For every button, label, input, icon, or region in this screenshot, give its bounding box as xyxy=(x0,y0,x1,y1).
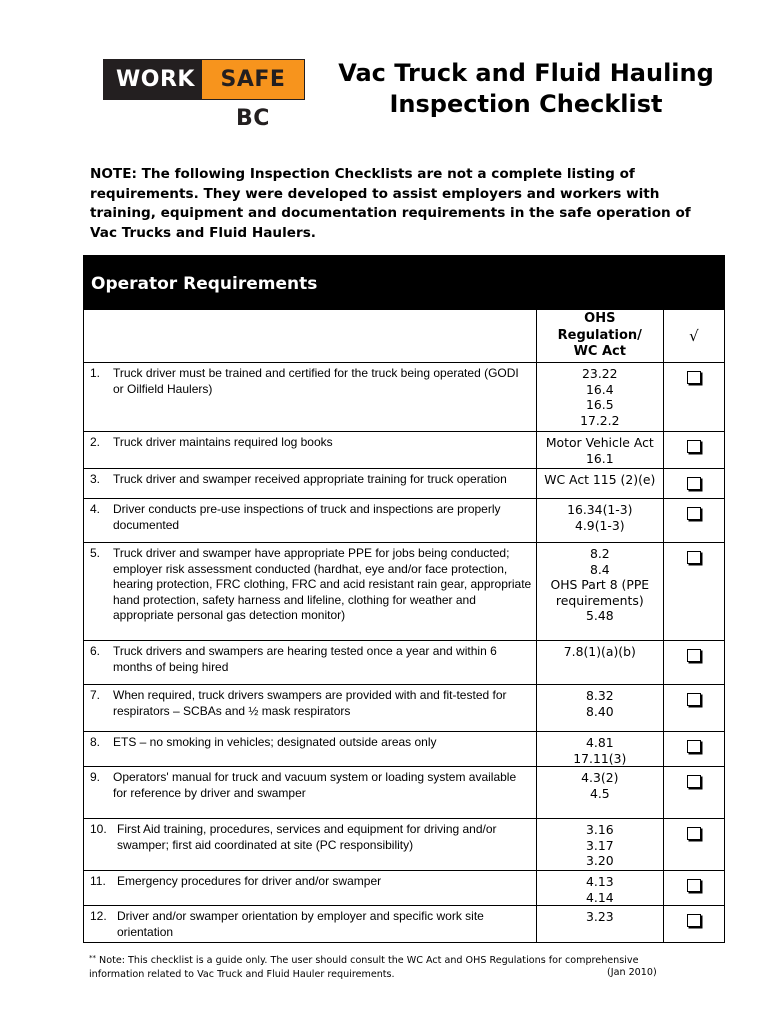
checkbox-icon[interactable] xyxy=(687,649,701,662)
regulation-ref: WC Act 115 (2)(e) xyxy=(544,472,656,487)
check-cell xyxy=(663,906,724,943)
checkbox-icon[interactable] xyxy=(687,879,701,892)
table-row xyxy=(84,469,725,499)
item-text: Truck driver maintains required log books xyxy=(113,435,333,449)
item-cell xyxy=(84,819,537,871)
checkbox-icon[interactable] xyxy=(687,440,701,453)
item-text: When required, truck drivers swampers are provided with and fit-tested for respirators – SCBAs and ½ mask respirators xyxy=(113,688,507,718)
header-check-cell: √ xyxy=(663,310,724,363)
table-row xyxy=(84,543,725,641)
check-cell xyxy=(663,432,724,469)
item-cell xyxy=(84,871,537,906)
table-row xyxy=(84,906,725,943)
regulation-cell xyxy=(536,432,663,469)
item-text: Operators' manual for truck and vacuum system or loading system available for reference by driver and swamper xyxy=(113,770,517,800)
check-cell xyxy=(663,685,724,732)
regulation-ref: 3.17 xyxy=(586,837,614,853)
footnote-line-2: information related to Vac Truck and Fluid Hauler requirements. xyxy=(89,968,395,980)
regulation-ref: 3.20 xyxy=(586,853,614,869)
regulation-ref: 16.1 xyxy=(586,450,614,466)
regulation-ref: 4.9(1-3) xyxy=(574,517,625,533)
item-text: First Aid training, procedures, services and equipment for driving and/or swamper; first aid coordinated at site (PC responsibility) xyxy=(117,822,497,852)
check-cell xyxy=(663,732,724,767)
item-number: 1. xyxy=(90,366,101,380)
regulation-ref: 17.11(3) xyxy=(573,750,627,766)
regulation-ref: Motor Vehicle Act xyxy=(545,435,654,450)
checkbox-icon[interactable] xyxy=(687,551,701,564)
regulation-cell xyxy=(536,906,663,943)
checklist-body xyxy=(84,363,725,943)
checkbox-icon[interactable] xyxy=(687,827,701,840)
item-number: 12. xyxy=(90,909,107,924)
item-number: 9. xyxy=(90,770,101,785)
item-text: Truck driver and swamper received appropriate training for truck operation xyxy=(113,472,507,486)
item-number: 3. xyxy=(90,472,101,486)
item-cell xyxy=(84,685,537,732)
regulation-ref: 23.22 xyxy=(582,366,618,381)
table-row xyxy=(84,871,725,906)
footnote-mark: ** xyxy=(89,954,96,962)
regulation-cell xyxy=(536,819,663,871)
table-row xyxy=(84,685,725,732)
table-row xyxy=(84,732,725,767)
item-cell xyxy=(84,432,537,469)
regulation-cell xyxy=(536,469,663,499)
header-item-cell xyxy=(84,310,537,363)
item-text: Truck driver must be trained and certified for the truck being operated (GODI or Oilfield Haulers) xyxy=(113,366,519,396)
footnote-line-1: Note: This checklist is a guide only. The user should consult the WC Act and OHS Regulations for comprehensive xyxy=(96,955,639,966)
regulation-ref: 16.4 xyxy=(586,381,614,397)
regulation-ref: 3.23 xyxy=(586,909,614,925)
regulation-cell xyxy=(536,641,663,685)
regulation-ref: 16.34(1-3) xyxy=(567,502,633,517)
regulation-cell xyxy=(536,767,663,819)
item-number: 4. xyxy=(90,502,101,516)
logo-safebc-text: SAFE BC xyxy=(202,60,304,99)
check-cell xyxy=(663,499,724,543)
regulation-cell xyxy=(536,499,663,543)
item-text: Driver conducts pre-use inspections of truck and inspections are properly documented xyxy=(113,502,501,532)
regulation-ref: 4.5 xyxy=(589,785,610,801)
section-header-operator-requirements: Operator Requirements xyxy=(83,255,725,309)
check-cell xyxy=(663,767,724,819)
regulation-ref: 16.5 xyxy=(586,397,614,413)
header-regulation-line: WC Act xyxy=(573,344,626,360)
table-row xyxy=(84,819,725,871)
item-number: 2. xyxy=(90,435,101,449)
item-text: Emergency procedures for driver and/or swamper xyxy=(117,874,382,889)
regulation-ref: 17.2.2 xyxy=(580,412,620,428)
checkbox-icon[interactable] xyxy=(687,371,701,384)
item-cell xyxy=(84,543,537,641)
title-line-2: Inspection Checklist xyxy=(389,90,663,118)
table-row xyxy=(84,432,725,469)
item-cell xyxy=(84,469,537,499)
header-regulation-line: OHS xyxy=(584,311,616,327)
item-cell xyxy=(84,906,537,943)
regulation-ref: 4.81 xyxy=(586,735,614,750)
check-cell xyxy=(663,543,724,641)
item-text: Truck driver and swamper have appropriate PPE for jobs being conducted; employer risk assessment conducted (hardhat, eye and/or face protection, hearing protection, FRC clothing, FRC and acid resistant rain gear, appropriate hand protection, safety harness and lifeline, clothing for weather and appropriate personal gas detection monitor) xyxy=(113,546,532,622)
regulation-ref: 8.2 xyxy=(589,546,610,561)
checkbox-icon[interactable] xyxy=(687,740,701,753)
regulation-ref: 8.40 xyxy=(586,703,614,719)
item-number: 11. xyxy=(90,874,106,889)
item-number: 8. xyxy=(90,735,101,749)
regulation-cell xyxy=(536,871,663,906)
item-text: ETS – no smoking in vehicles; designated outside areas only xyxy=(113,735,437,749)
item-cell xyxy=(84,363,537,432)
regulation-ref: 4.13 xyxy=(586,874,614,890)
footnote-date: (Jan 2010) xyxy=(607,966,657,978)
regulation-cell xyxy=(536,543,663,641)
checkbox-icon[interactable] xyxy=(687,477,701,490)
check-cell xyxy=(663,469,724,499)
footnote xyxy=(89,952,689,981)
disclaimer-note: NOTE: The following Inspection Checklists are not a complete listing of requirements. They were developed to assist employers and workers with training, equipment and documentation requirements in the safe operation of Vac Trucks and Fluid Haulers. xyxy=(90,166,691,241)
checkbox-icon[interactable] xyxy=(687,914,701,927)
regulation-ref: 7.8(1)(a)(b) xyxy=(563,644,636,659)
checkbox-icon[interactable] xyxy=(687,775,701,788)
item-text: Truck drivers and swampers are hearing tested once a year and within 6 months of being hired xyxy=(113,644,497,674)
regulation-cell xyxy=(536,363,663,432)
checkbox-icon[interactable] xyxy=(687,507,701,520)
item-number: 5. xyxy=(90,546,101,560)
regulation-ref: 4.14 xyxy=(586,889,614,905)
header-regulation-cell xyxy=(536,310,663,363)
worksafebc-logo xyxy=(103,59,305,131)
regulation-ref: 3.16 xyxy=(586,822,614,838)
item-number: 7. xyxy=(90,688,101,702)
table-row xyxy=(84,363,725,432)
item-number: 6. xyxy=(90,644,101,658)
item-text: Driver and/or swamper orientation by employer and specific work site orientation xyxy=(117,909,484,939)
regulation-cell xyxy=(536,732,663,767)
regulation-ref: 8.32 xyxy=(586,688,614,703)
item-cell xyxy=(84,732,537,767)
table-row xyxy=(84,767,725,819)
logo-work-text: WORK xyxy=(116,67,195,92)
check-cell xyxy=(663,871,724,906)
regulation-cell xyxy=(536,685,663,732)
regulation-ref: 5.48 xyxy=(586,608,614,624)
regulation-ref: OHS Part 8 (PPE requirements) xyxy=(550,577,650,608)
table-row xyxy=(84,499,725,543)
checklist-table xyxy=(83,309,725,943)
regulation-ref: 8.4 xyxy=(589,561,610,577)
item-number: 10. xyxy=(90,822,107,837)
regulation-ref: 4.3(2) xyxy=(581,770,619,786)
check-cell xyxy=(663,819,724,871)
table-header-row xyxy=(84,310,725,363)
title-line-1: Vac Truck and Fluid Hauling xyxy=(338,59,714,87)
check-cell xyxy=(663,363,724,432)
item-cell xyxy=(84,641,537,685)
checkbox-icon[interactable] xyxy=(687,693,701,706)
check-cell xyxy=(663,641,724,685)
header-regulation-line: Regulation/ xyxy=(557,327,642,343)
item-cell xyxy=(84,499,537,543)
table-row xyxy=(84,641,725,685)
page-title xyxy=(318,58,734,120)
item-cell xyxy=(84,767,537,819)
